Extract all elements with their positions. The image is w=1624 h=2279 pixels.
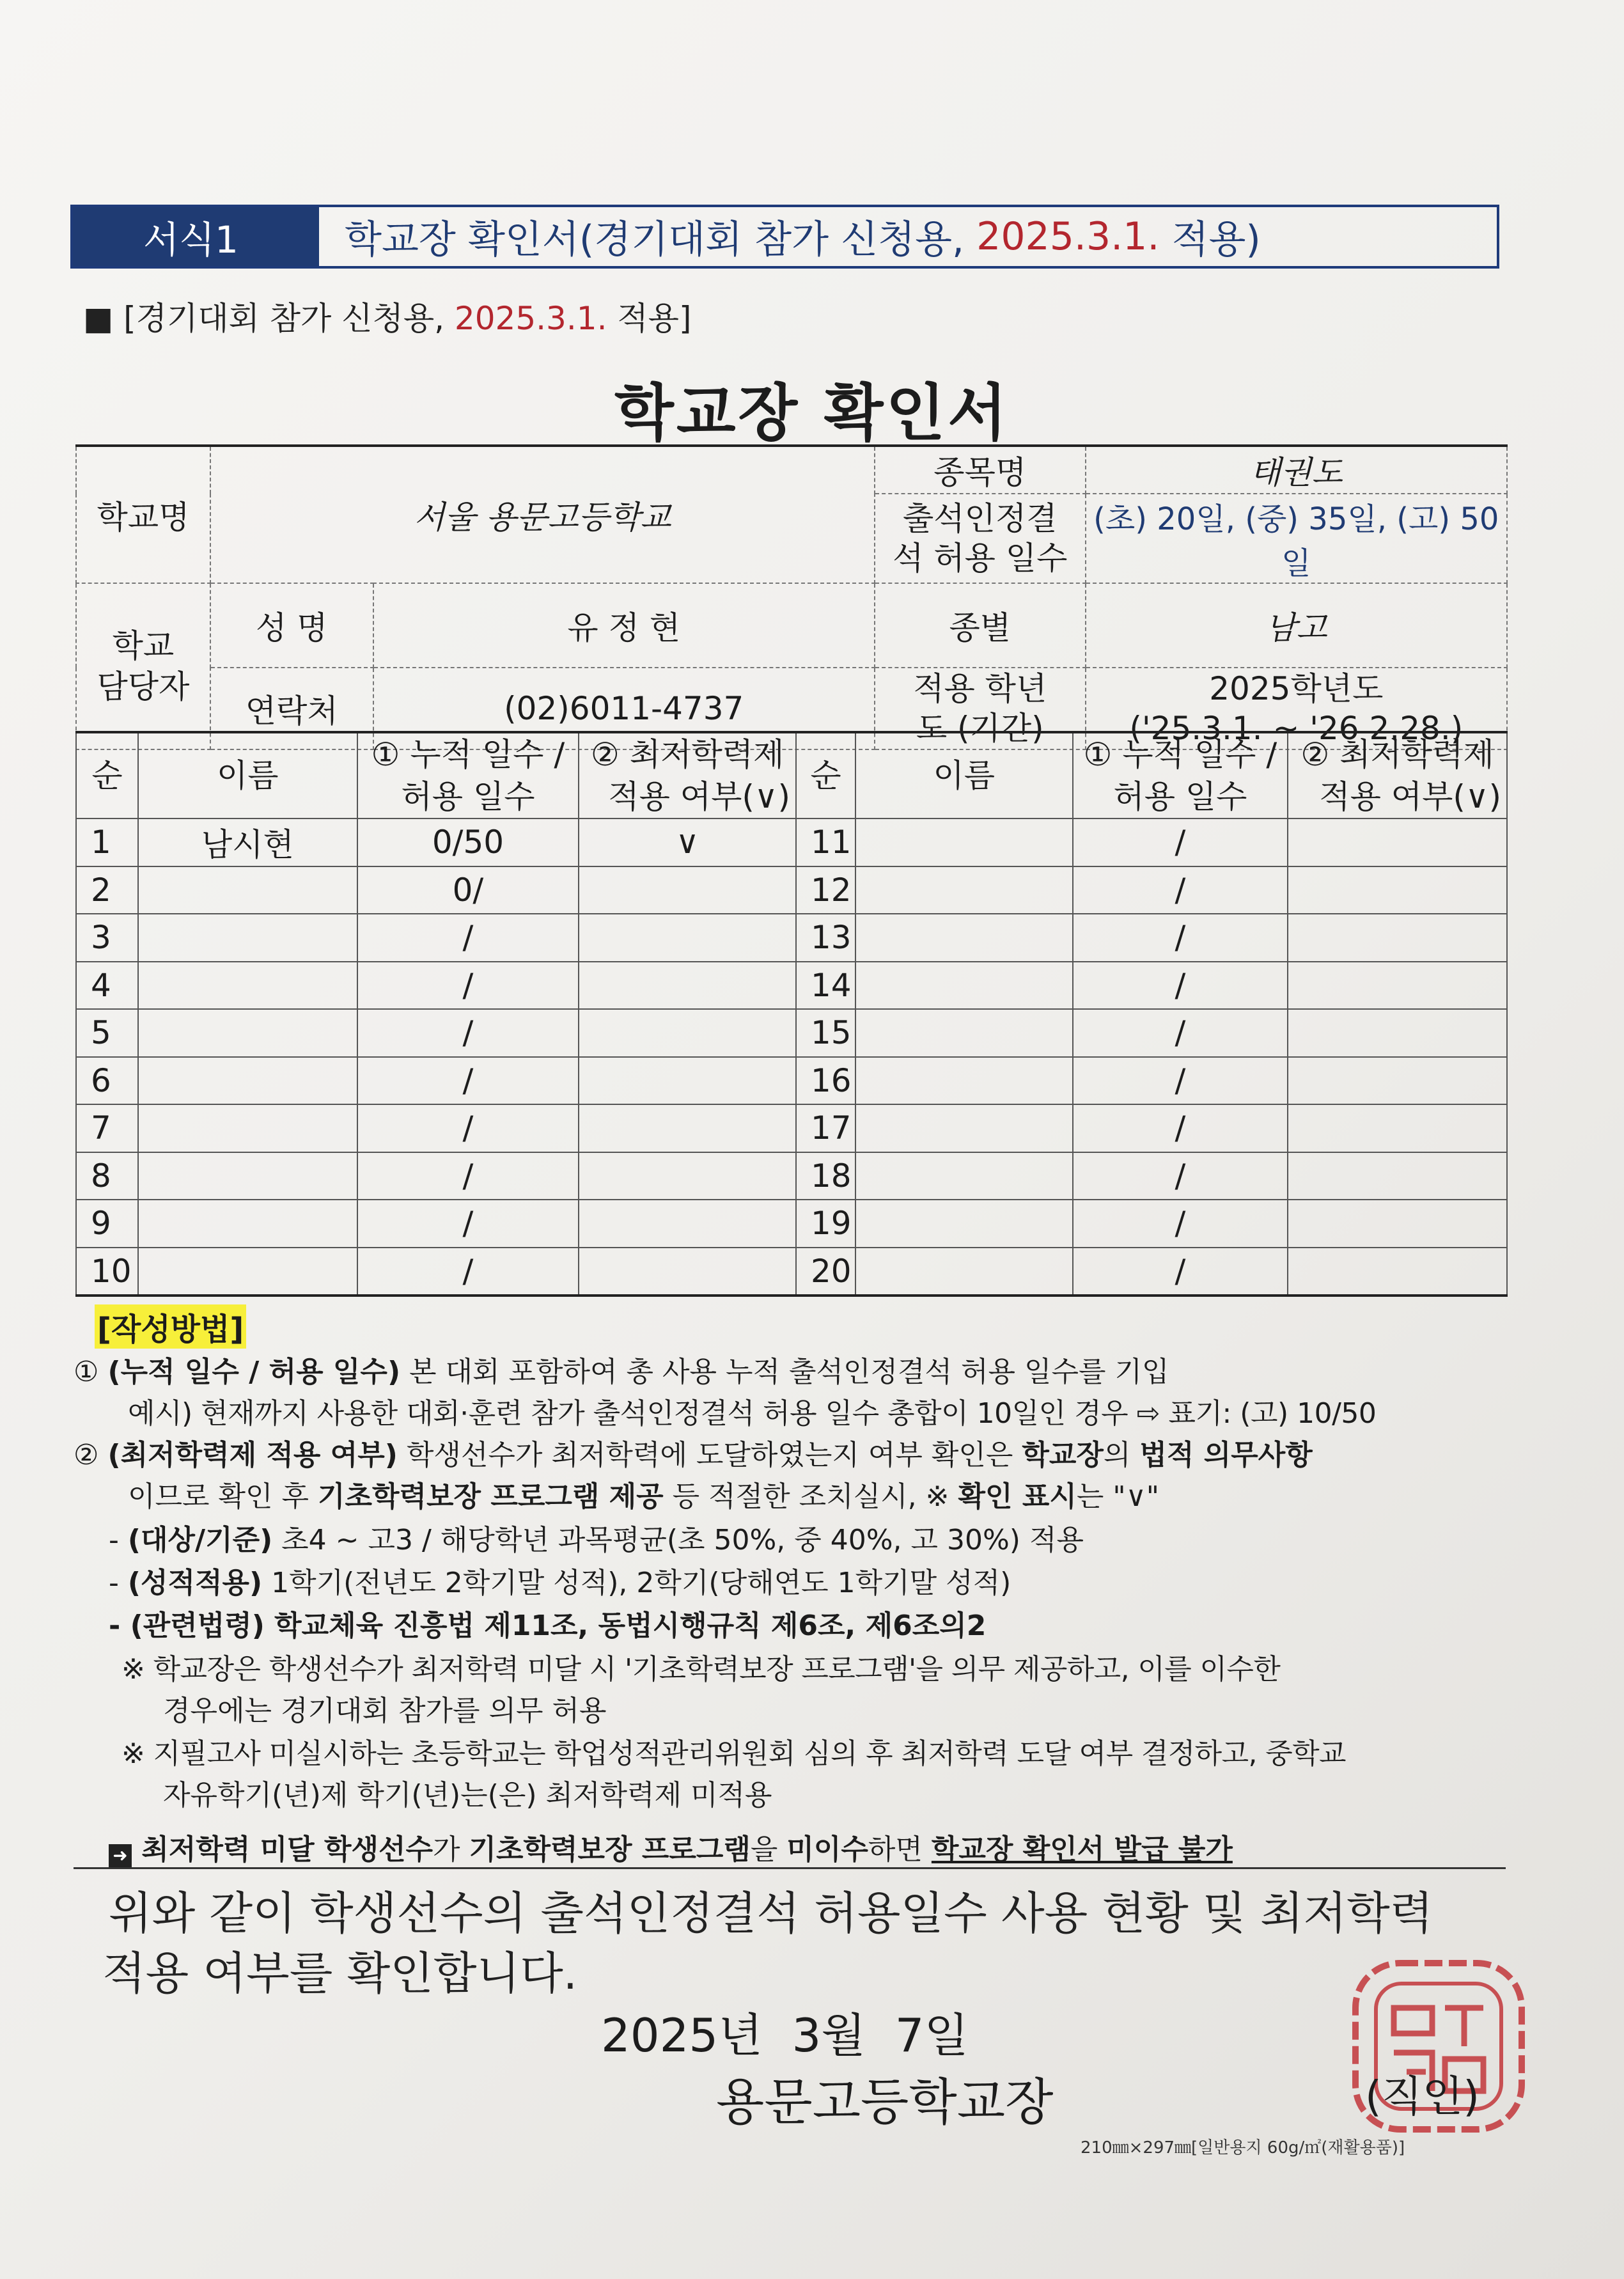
roster-name (855, 818, 1073, 866)
roster-name (855, 1104, 1073, 1152)
contact-value: (02)6011-4737 (373, 668, 875, 749)
roster-no: 8 (76, 1152, 138, 1200)
target-bold: (대상/기준) (127, 1524, 273, 1556)
warning-b: 가 (433, 1833, 469, 1866)
roster-no: 1 (76, 818, 138, 866)
school-value: 서울 용문고등학교 (210, 446, 875, 583)
roster-no: 20 (796, 1248, 855, 1296)
subheading (83, 293, 692, 339)
table-row (76, 1152, 1507, 1200)
sport-label: 종목명 (875, 446, 1086, 494)
roster-name (138, 1104, 357, 1152)
target-text: 초4 ~ 고3 / 해당학년 과목평균(초 50%, 중 40%, 고 30%) 적용 (272, 1524, 1084, 1556)
instruction-2-text: 학생선수가 최저학력에 도달하였는지 여부 확인은 (397, 1439, 1022, 1471)
header-no-2: 순 (796, 732, 855, 818)
subheading-prefix: ■ [경기대회 참가 신청용, (83, 300, 455, 337)
roster-applied (1288, 818, 1507, 866)
seal-label: (직인) (1365, 2072, 1480, 2121)
table-row (76, 1248, 1507, 1296)
header-name: 이름 (138, 732, 357, 818)
roster-table (75, 731, 1508, 1297)
roster-no: 16 (796, 1057, 855, 1105)
header-name-2: 이름 (855, 732, 1073, 818)
roster-applied (579, 866, 796, 914)
roster-applied (1288, 962, 1507, 1010)
allowed-days-label: 출석인정결석 허용 일수 (875, 494, 1086, 583)
info-table (75, 444, 1508, 750)
roster-no: 18 (796, 1152, 855, 1200)
instruction-2-of: 의 (1103, 1439, 1140, 1471)
allowed-days-value: (초) 20일, (중) 35일, (고) 50일 (1086, 494, 1507, 583)
closing-line1: 위와 같이 학생선수의 출석인정결석 허용일수 사용 현황 및 최저학력 (109, 1887, 1433, 1939)
roster-name (855, 962, 1073, 1010)
header-days (357, 732, 579, 818)
banner-title-prefix: 학교장 확인서(경기대회 참가 신청용, (345, 217, 977, 262)
roster-no: 12 (796, 866, 855, 914)
gender-label: 종별 (875, 583, 1086, 668)
roster-name (138, 962, 357, 1010)
header-days-2 (1073, 732, 1288, 818)
warning-f: 하면 (868, 1833, 932, 1866)
roster-name (138, 1200, 357, 1248)
instruction-2-line2-a: 이므로 확인 후 (128, 1480, 318, 1513)
table-row (76, 1057, 1507, 1105)
name-label: 성 명 (210, 583, 373, 668)
table-row (76, 1200, 1507, 1248)
form-number: 서식1 (73, 207, 319, 266)
roster-days: / (357, 1152, 579, 1200)
roster-applied (1288, 1248, 1507, 1296)
roster-applied (579, 1009, 796, 1057)
roster-applied (1288, 1057, 1507, 1105)
roster-days: / (1073, 1104, 1288, 1152)
issue-date: 2025년 3월 7일 (601, 2009, 969, 2062)
header-applied (579, 732, 796, 818)
roster-body (76, 732, 1507, 1296)
name-value: 유 정 현 (373, 583, 875, 668)
roster-applied (1288, 1152, 1507, 1200)
roster-applied (579, 1104, 796, 1152)
law-bold: (관련법령) 학교체육 진흥법 제11조, 동법시행규칙 제6조, 제6조의2 (130, 1609, 987, 1642)
instruction-2-bold: (최저학력제 적용 여부) (107, 1439, 398, 1471)
roster-no: 14 (796, 962, 855, 1010)
roster-no: 7 (76, 1104, 138, 1152)
instruction-2-duty: 법적 의무사항 (1139, 1439, 1313, 1471)
roster-name (138, 1152, 357, 1200)
school-label: 학교명 (76, 446, 210, 583)
header-applied-line2: 적용 여부(∨) (608, 778, 790, 815)
roster-no: 9 (76, 1200, 138, 1248)
instruction-1-text: 본 대회 포함하여 총 사용 누적 출석인정결석 허용 일수를 기입 (400, 1356, 1169, 1388)
year-value-line1: 2025학년도 (1209, 670, 1384, 707)
instruction-2-line2-c: 는 "∨" (1076, 1480, 1160, 1513)
banner-title-suffix: 적용) (1159, 217, 1261, 262)
manager-label: 학교 담당자 (76, 583, 210, 749)
instructions-heading: [작성방법] (95, 1304, 246, 1349)
roster-no: 2 (76, 866, 138, 914)
roster-days: / (1073, 1009, 1288, 1057)
warning-c: 기초학력보장 프로그램 (469, 1833, 751, 1866)
roster-name: 남시현 (138, 818, 357, 866)
table-row (76, 866, 1507, 914)
roster-days: 0/50 (357, 818, 579, 866)
roster-name (855, 1009, 1073, 1057)
roster-no: 15 (796, 1009, 855, 1057)
principal-title: 용문고등학교장 (716, 2074, 1054, 2131)
instruction-1-mark: ① (74, 1356, 99, 1388)
sport-value: 태권도 (1086, 446, 1507, 494)
instruction-1-example: 예시) 현재까지 사용한 대회·훈련 참가 출석인정결석 허용 일수 총합이 10일인 경우 ⇨ 표기: (고) 10/50 (128, 1397, 1377, 1430)
note-2-line1: ※ 지필고사 미실시하는 초등학교는 학업성적관리위원회 심의 후 최저학력 도달 여부 결정하고, 중학교 (121, 1737, 1346, 1770)
roster-applied (579, 1057, 796, 1105)
roster-name (138, 1057, 357, 1105)
warning-e: 미이수 (786, 1833, 868, 1866)
roster-applied (579, 1248, 796, 1296)
roster-applied (579, 962, 796, 1010)
header-applied-line1-2: ② 최저학력제 (1300, 736, 1494, 773)
roster-applied (579, 1200, 796, 1248)
roster-days: / (1073, 866, 1288, 914)
year-value-line2: ('25.3.1. ~ '26 2.28.) (1129, 710, 1464, 747)
instruction-1-bold: (누적 일수 / 허용 일수) (107, 1356, 401, 1388)
year-label: 적용 학년도 (기간) (875, 668, 1086, 749)
roster-days: / (357, 1009, 579, 1057)
banner-title-date: 2025.3.1. (976, 214, 1160, 259)
roster-days: 0/ (357, 866, 579, 914)
header-applied-line2-2: 적용 여부(∨) (1319, 778, 1501, 815)
note-2-line2: 자유학기(년)제 학기(년)는(은) 최저학력제 미적용 (163, 1779, 772, 1812)
roster-no: 4 (76, 962, 138, 1010)
warning-d: 을 (750, 1833, 787, 1866)
instruction-2-line2 (128, 1477, 1560, 1517)
banner-title (319, 207, 1497, 266)
roster-days: / (357, 1200, 579, 1248)
roster-days: / (1073, 1057, 1288, 1105)
table-row (76, 914, 1507, 962)
instruction-law: - (관련법령) 학교체육 진흥법 제11조, 동법시행규칙 제6조, 제6조의2 (109, 1609, 987, 1642)
instruction-2-line2-mark: 확인 표시 (958, 1480, 1077, 1513)
roster-days: / (1073, 1248, 1288, 1296)
note-1-line1: ※ 학교장은 학생선수가 최저학력 미달 시 '기초학력보장 프로그램'을 의무 제공하고, 이를 이수한 (121, 1653, 1281, 1686)
closing-statement (102, 1883, 1433, 2003)
roster-no: 13 (796, 914, 855, 962)
roster-no: 17 (796, 1104, 855, 1152)
roster-days: / (1073, 818, 1288, 866)
subheading-suffix: 적용] (607, 300, 692, 337)
instruction-2 (74, 1436, 1506, 1475)
roster-applied: ∨ (579, 818, 796, 866)
instruction-2-principal: 학교장 (1022, 1439, 1104, 1471)
roster-name (855, 1152, 1073, 1200)
grade-text: 1학기(전년도 2학기말 성적), 2학기(당해연도 1학기말 성적) (262, 1567, 1011, 1599)
roster-name (855, 914, 1073, 962)
roster-applied (579, 914, 796, 962)
roster-applied (1288, 866, 1507, 914)
paper-spec-footnote: 210㎜×297㎜[일반용지 60g/㎡(재활용품)] (1081, 2138, 1405, 2158)
roster-no: 6 (76, 1057, 138, 1105)
roster-name (138, 866, 357, 914)
note-1-line2: 경우에는 경기대회 참가를 의무 허용 (163, 1695, 607, 1727)
roster-name (138, 1009, 357, 1057)
roster-name (855, 1248, 1073, 1296)
header-days-line2-2: 허용 일수 (1113, 778, 1247, 815)
warning-a: 최저학력 미달 학생선수 (141, 1833, 433, 1866)
closing-line2: 적용 여부를 확인합니다. (102, 1947, 577, 2000)
table-row (76, 818, 1507, 866)
roster-name (855, 1200, 1073, 1248)
header-no: 순 (76, 732, 138, 818)
subheading-date: 2025.3.1. (454, 300, 607, 337)
table-row (76, 962, 1507, 1010)
roster-name (855, 866, 1073, 914)
header-days-line1: ① 누적 일수 / (371, 736, 565, 773)
roster-days: / (357, 1104, 579, 1152)
instruction-1 (74, 1352, 1506, 1392)
roster-name (138, 1248, 357, 1296)
page-title: 학교장 확인서 (614, 377, 1010, 449)
roster-applied (1288, 1104, 1507, 1152)
warning-line (109, 1830, 1541, 1870)
gender-value: 남고 (1086, 583, 1507, 668)
instruction-2-line2-program: 기초학력보장 프로그램 제공 (317, 1480, 664, 1513)
roster-no: 10 (76, 1248, 138, 1296)
roster-days: / (357, 1057, 579, 1105)
instruction-grade: - (성적적용) 1학기(전년도 2학기말 성적), 2학기(당해연도 1학기말 성적) (109, 1567, 1011, 1599)
roster-days: / (357, 962, 579, 1010)
header-days-line2: 허용 일수 (401, 778, 535, 815)
warning-icon: ➜ (109, 1844, 132, 1867)
roster-days: / (357, 914, 579, 962)
roster-applied (1288, 1200, 1507, 1248)
instruction-2-line2-b: 등 적절한 조치실시, ※ (663, 1480, 958, 1513)
roster-days: / (1073, 914, 1288, 962)
roster-no: 19 (796, 1200, 855, 1248)
table-row (76, 1009, 1507, 1057)
warning-g: 학교장 확인서 발급 불가 (931, 1833, 1233, 1866)
roster-days: / (1073, 1200, 1288, 1248)
table-row (76, 1104, 1507, 1152)
roster-name (855, 1057, 1073, 1105)
roster-applied (1288, 914, 1507, 962)
roster-no: 3 (76, 914, 138, 962)
header-days-line1-2: ① 누적 일수 / (1083, 736, 1277, 773)
grade-bold: (성적적용) (127, 1567, 263, 1599)
instruction-target: - (대상/기준) 초4 ~ 고3 / 해당학년 과목평균(초 50%, 중 40%, 고 30%) 적용 (109, 1524, 1084, 1556)
roster-applied (579, 1152, 796, 1200)
roster-days: / (1073, 962, 1288, 1010)
roster-header-row (76, 732, 1507, 818)
roster-name (138, 914, 357, 962)
roster-no: 11 (796, 818, 855, 866)
header-applied-2 (1288, 732, 1507, 818)
roster-days: / (1073, 1152, 1288, 1200)
contact-label: 연락처 (210, 668, 373, 749)
form-banner (70, 205, 1499, 269)
roster-days: / (357, 1248, 579, 1296)
instruction-2-mark: ② (74, 1439, 99, 1471)
header-applied-line1: ② 최저학력제 (591, 736, 785, 773)
roster-applied (1288, 1009, 1507, 1057)
roster-no: 5 (76, 1009, 138, 1057)
divider (74, 1867, 1506, 1869)
